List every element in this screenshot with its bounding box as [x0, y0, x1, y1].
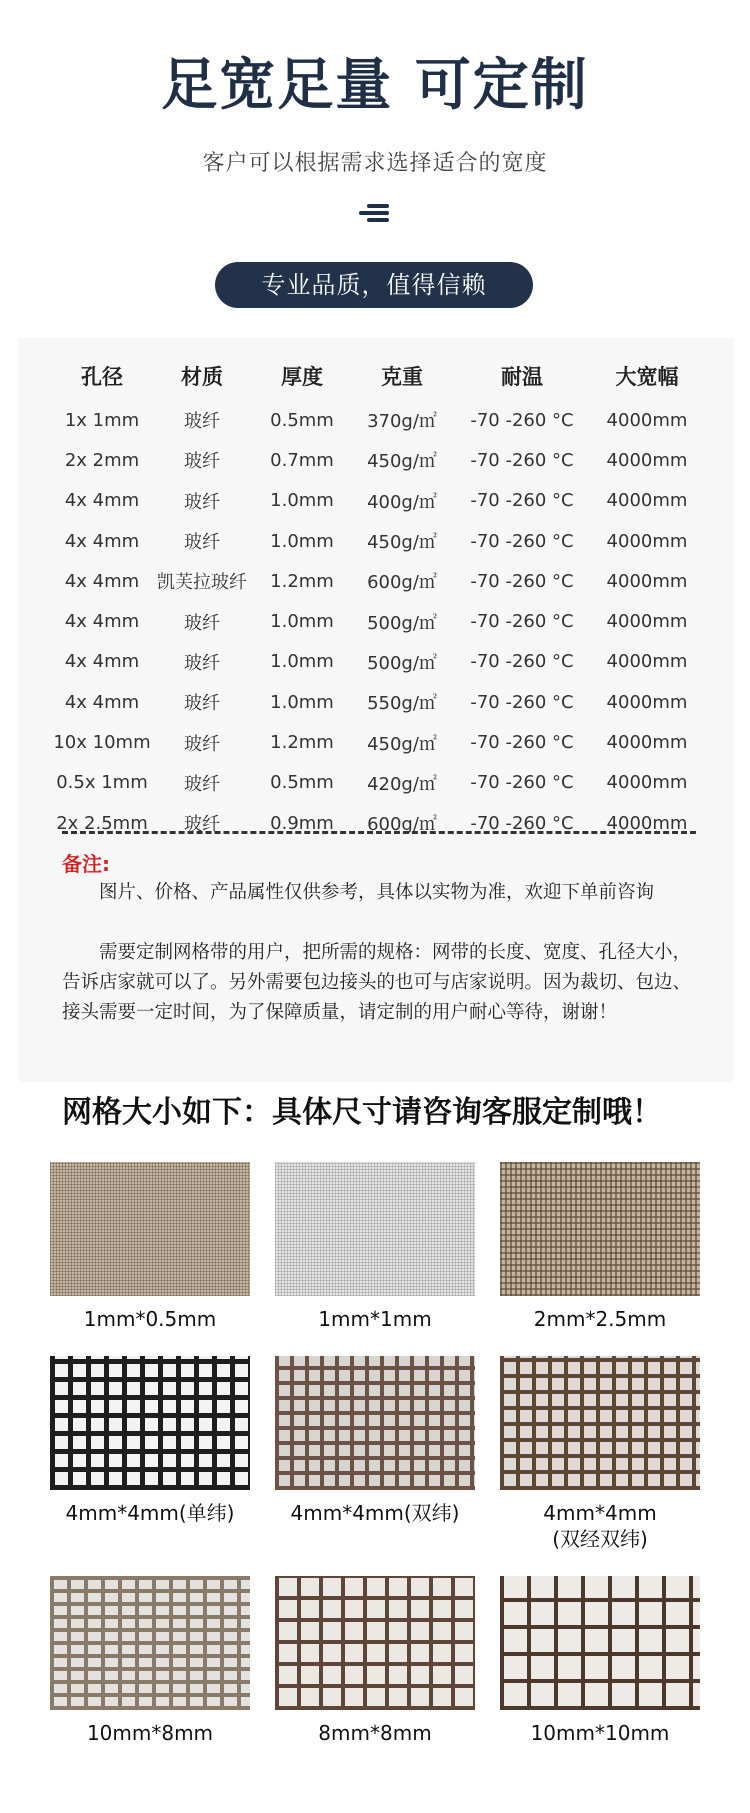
table-row	[52, 682, 702, 722]
cell-max-width: 4000mm	[606, 732, 688, 754]
cell-weight: 450g/㎡	[367, 733, 437, 755]
mesh-caption: 2mm*2.5mm	[533, 1307, 667, 1331]
cell-weight: 450g/㎡	[367, 532, 437, 554]
page-subtitle: 客户可以根据需求选择适合的宽度	[202, 151, 548, 176]
cell-temperature: -70 -260 °C	[470, 409, 574, 431]
cell-thickness: 1.0mm	[270, 651, 334, 673]
cell-weight: 370g/㎡	[367, 411, 437, 433]
mesh-sample	[275, 1162, 475, 1332]
mesh-sample	[500, 1356, 700, 1552]
cell-aperture: 4x 4mm	[64, 691, 140, 713]
header-aperture: 孔径	[81, 365, 123, 389]
mesh-swatch-image	[275, 1576, 475, 1710]
cell-thickness: 1.0mm	[270, 530, 334, 552]
mesh-swatch-image	[275, 1162, 475, 1296]
header-temperature: 耐温	[501, 365, 543, 389]
spec-table	[52, 352, 702, 843]
mesh-swatch-image	[50, 1356, 250, 1490]
cell-material: 玻纤	[184, 612, 220, 634]
decorative-lines-icon	[359, 203, 391, 223]
cell-temperature: -70 -260 °C	[470, 812, 574, 834]
cell-material: 玻纤	[184, 411, 220, 433]
page-title: 足宽足量 可定制	[161, 53, 589, 118]
cell-aperture: 2x 2.5mm	[56, 812, 148, 834]
cell-weight: 600g/㎡	[367, 814, 437, 836]
cell-thickness: 1.0mm	[270, 490, 334, 512]
cell-aperture: 4x 4mm	[64, 651, 140, 673]
cell-aperture: 1x 1mm	[64, 409, 140, 431]
grid-size-heading: 网格大小如下：具体尺寸请咨询客服定制哦！	[62, 1095, 662, 1130]
cell-max-width: 4000mm	[606, 570, 688, 592]
cell-weight: 550g/㎡	[367, 693, 437, 715]
cell-thickness: 1.0mm	[270, 611, 334, 633]
cell-max-width: 4000mm	[606, 691, 688, 713]
mesh-caption: 4mm*4mm(双纬)	[290, 1501, 460, 1525]
cell-thickness: 1.2mm	[270, 570, 334, 592]
cell-weight: 500g/㎡	[367, 652, 437, 674]
table-header-row	[52, 352, 702, 400]
mesh-swatch-image	[50, 1162, 250, 1296]
cell-thickness: 0.5mm	[270, 772, 334, 794]
table-row	[52, 722, 702, 762]
mesh-caption: 4mm*4mm(单纬)	[65, 1501, 235, 1525]
dashed-divider	[62, 831, 696, 834]
mesh-caption: 10mm*10mm	[530, 1721, 670, 1745]
mesh-swatch-image	[50, 1576, 250, 1710]
note-paragraph-2: 需要定制网格带的用户，把所需的规格：网带的长度、宽度、孔径大小，告诉店家就可以了。另外需要包边接头的也可与店家说明。因为裁切、包边、接头需要一定时间，为了保障质量，请定制的用户耐心等待，谢谢！	[62, 942, 692, 1023]
mesh-caption: 8mm*8mm	[318, 1721, 432, 1745]
spec-table-body	[52, 400, 702, 843]
table-row	[52, 481, 702, 521]
cell-material: 玻纤	[184, 652, 220, 674]
cell-material: 玻纤	[184, 814, 220, 836]
cell-max-width: 4000mm	[606, 651, 688, 673]
cell-thickness: 0.5mm	[270, 409, 334, 431]
mesh-caption-secondary: (双经双纬)	[552, 1527, 648, 1551]
cell-aperture: 4x 4mm	[64, 530, 140, 552]
cell-temperature: -70 -260 °C	[470, 530, 574, 552]
table-row	[52, 521, 702, 561]
cell-aperture: 4x 4mm	[64, 611, 140, 633]
mesh-caption: 4mm*4mm	[543, 1501, 657, 1525]
cell-max-width: 4000mm	[606, 611, 688, 633]
mesh-swatch-image	[500, 1356, 700, 1490]
table-row	[52, 400, 702, 440]
header-thickness: 厚度	[281, 365, 323, 389]
cell-temperature: -70 -260 °C	[470, 772, 574, 794]
cell-temperature: -70 -260 °C	[470, 449, 574, 471]
table-row	[52, 561, 702, 601]
cell-thickness: 0.7mm	[270, 449, 334, 471]
cell-aperture: 10x 10mm	[53, 732, 151, 754]
cell-weight: 420g/㎡	[367, 773, 437, 795]
table-row	[52, 642, 702, 682]
cell-weight: 450g/㎡	[367, 451, 437, 473]
mesh-sample	[275, 1576, 475, 1746]
note-paragraph-1: 图片、价格、产品属性仅供参考，具体以实物为准，欢迎下单前咨询	[99, 882, 655, 903]
cell-thickness: 0.9mm	[270, 812, 334, 834]
cell-material: 玻纤	[184, 693, 220, 715]
mesh-caption: 1mm*1mm	[318, 1307, 432, 1331]
mesh-caption: 1mm*0.5mm	[83, 1307, 217, 1331]
cell-temperature: -70 -260 °C	[470, 490, 574, 512]
cell-material: 玻纤	[184, 773, 220, 795]
cell-material: 凯芙拉玻纤	[157, 572, 247, 594]
cell-temperature: -70 -260 °C	[470, 570, 574, 592]
table-row	[52, 601, 702, 641]
mesh-swatch-image	[275, 1356, 475, 1490]
mesh-caption: 10mm*8mm	[86, 1721, 214, 1745]
mesh-sample	[275, 1356, 475, 1526]
table-row	[52, 763, 702, 803]
cell-weight: 500g/㎡	[367, 612, 437, 634]
header-weight: 克重	[381, 365, 423, 389]
cell-max-width: 4000mm	[606, 449, 688, 471]
cell-temperature: -70 -260 °C	[470, 611, 574, 633]
cell-weight: 600g/㎡	[367, 572, 437, 594]
mesh-sample	[500, 1576, 700, 1746]
cell-aperture: 4x 4mm	[64, 570, 140, 592]
table-row	[52, 440, 702, 480]
cell-material: 玻纤	[184, 532, 220, 554]
cell-material: 玻纤	[184, 451, 220, 473]
mesh-sample	[50, 1162, 250, 1332]
cell-temperature: -70 -260 °C	[470, 651, 574, 673]
cell-max-width: 4000mm	[606, 772, 688, 794]
mesh-sample	[50, 1356, 250, 1526]
header-max-width: 大宽幅	[615, 365, 679, 389]
note-label: 备注:	[62, 852, 110, 876]
table-row	[52, 803, 702, 843]
cell-material: 玻纤	[184, 491, 220, 513]
cell-max-width: 4000mm	[606, 409, 688, 431]
mesh-sample	[500, 1162, 700, 1332]
cell-aperture: 2x 2mm	[64, 449, 140, 471]
cell-max-width: 4000mm	[606, 812, 688, 834]
cell-thickness: 1.2mm	[270, 732, 334, 754]
mesh-swatch-image	[500, 1576, 700, 1710]
cell-temperature: -70 -260 °C	[470, 691, 574, 713]
quality-badge: 专业品质，值得信赖	[215, 262, 533, 308]
cell-aperture: 4x 4mm	[64, 490, 140, 512]
cell-temperature: -70 -260 °C	[470, 732, 574, 754]
header-material: 材质	[181, 365, 223, 389]
cell-max-width: 4000mm	[606, 530, 688, 552]
cell-thickness: 1.0mm	[270, 691, 334, 713]
cell-material: 玻纤	[184, 733, 220, 755]
cell-max-width: 4000mm	[606, 490, 688, 512]
mesh-swatch-image	[500, 1162, 700, 1296]
mesh-sample	[50, 1576, 250, 1746]
cell-weight: 400g/㎡	[367, 491, 437, 513]
cell-aperture: 0.5x 1mm	[56, 772, 148, 794]
